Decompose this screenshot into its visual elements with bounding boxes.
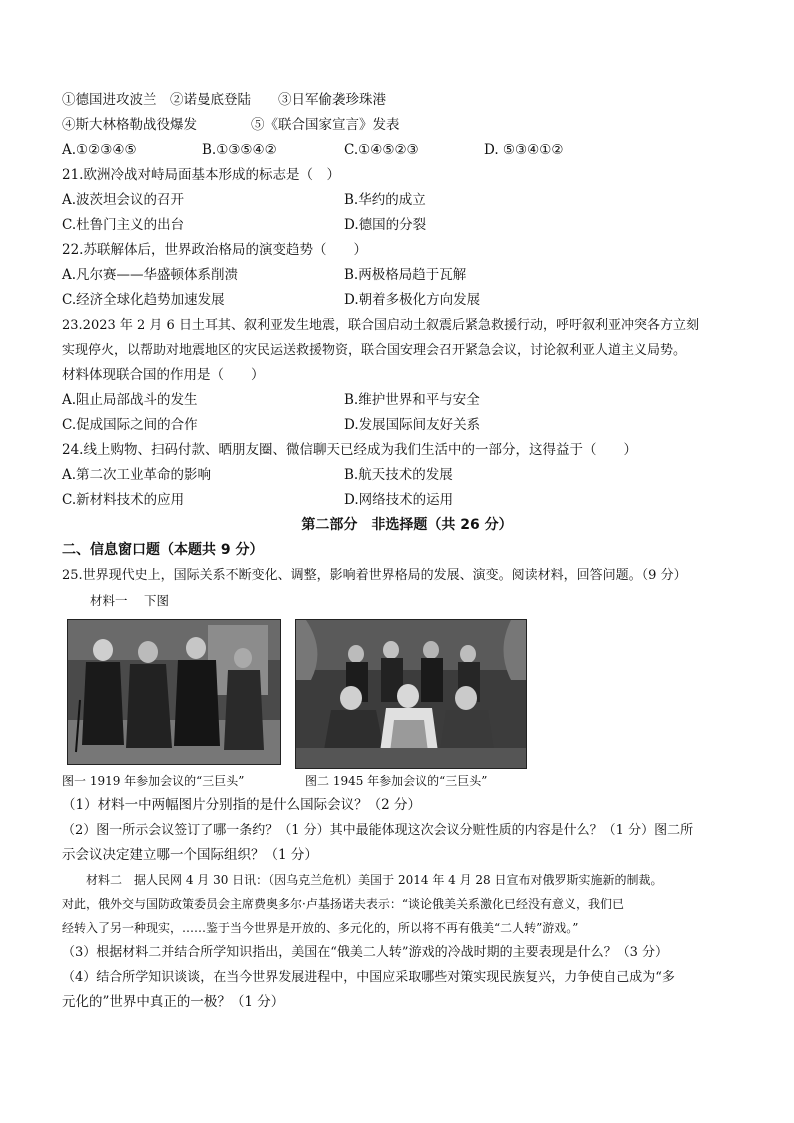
q25-sub4-line2: 元化的”世界中真正的一极？（1 分） — [62, 994, 285, 1010]
exam-page — [62, 88, 752, 1015]
q21-options-row2 — [62, 213, 752, 238]
q25-material1-label: 材料一 下图 — [90, 593, 169, 608]
q24-option-a: A.第二次工业革命的影响 — [62, 467, 212, 483]
q20-options — [62, 138, 752, 163]
q24-option-c: C.新材料技术的应用 — [62, 492, 185, 508]
q23-stem-line3: 材料体现联合国的作用是（ ） — [62, 367, 265, 383]
section2-title: 二、信息窗口题（本题共 9 分） — [62, 542, 264, 558]
q25-sub1: （1）材料一中两幅图片分别指的是什么国际会议？（2 分） — [62, 797, 421, 813]
q25-material2-line1: 材料二 据人民网 4 月 30 日讯：（因乌克兰危机）美国于 2014 年 4 月 28 日宣布对俄罗斯实施新的制裁。 — [62, 873, 663, 887]
q21-option-a: A.波茨坦会议的召开 — [62, 192, 185, 208]
q25-sub4-line1: （4）结合所学知识谈谈，在当今世界发展进程中，中国应采取哪些对策实现民族复兴，力争使自己成为“多 — [62, 970, 675, 985]
q24-options-row1 — [62, 463, 752, 488]
q24-options-row2 — [62, 488, 752, 513]
photo-1919-image — [68, 620, 280, 764]
part2-title: 第二部分 非选择题（共 26 分） — [301, 517, 513, 533]
caption-figure-1: 图一 1919 年参加会议的“三巨头” — [62, 774, 245, 788]
q21-option-b: B.华约的成立 — [344, 192, 426, 208]
q22-options-row2 — [62, 288, 752, 313]
q25-material2-line3: 经转入了另一种现实，……鉴于当今世界是开放的、多元化的，所以将不再有俄美“二人转”游戏。” — [62, 921, 579, 935]
q23-options-row2 — [62, 413, 752, 438]
photo-1919-big-three — [67, 619, 281, 765]
q20-items-line1: ①德国进攻波兰 ②诺曼底登陆 ③日军偷袭珍珠港 — [62, 92, 386, 108]
q23-option-d: D.发展国际间友好关系 — [344, 417, 481, 433]
q21-options-row1 — [62, 188, 752, 213]
q22-options-row1 — [62, 263, 752, 288]
q20-option-b: B.①③⑤④② — [202, 142, 277, 158]
q25-material2-line2: 对此，俄外交与国防政策委员会主席费奥多尔·卢基扬诺夫表示：“谈论俄美关系激化已经没有意义，我们已 — [62, 897, 624, 911]
q21-option-d: D.德国的分裂 — [344, 217, 427, 233]
caption-figure-2: 图二 1945 年参加会议的“三巨头” — [305, 774, 488, 788]
q21-stem: 21.欧洲冷战对峙局面基本形成的标志是（ ） — [62, 167, 340, 183]
q20-option-c: C.①④⑤②③ — [344, 142, 419, 158]
q22-option-d: D.朝着多极化方向发展 — [344, 292, 481, 308]
q20-items-line2: ④斯大林格勒战役爆发 ⑤《联合国家宣言》发表 — [62, 117, 400, 133]
q20-option-a: A.①②③④⑤ — [62, 142, 137, 158]
q24-option-b: B.航天技术的发展 — [344, 467, 453, 483]
q25-captions — [62, 769, 752, 793]
photo-1945-big-three — [295, 619, 527, 769]
q22-option-c: C.经济全球化趋势加速发展 — [62, 292, 225, 308]
q25-sub3: （3）根据材料二并结合所学知识指出，美国在“俄美二人转”游戏的冷战时期的主要表现是什么？（3 分） — [62, 945, 668, 960]
q22-option-a: A.凡尔赛——华盛顿体系削溃 — [62, 267, 239, 283]
q23-option-b: B.维护世界和平与安全 — [344, 392, 480, 408]
q21-option-c: C.杜鲁门主义的出台 — [62, 217, 185, 233]
q25-photos — [62, 619, 752, 769]
q23-option-c: C.促成国际之间的合作 — [62, 417, 198, 433]
q23-stem-line1: 23.2023 年 2 月 6 日土耳其、叙利亚发生地震，联合国启动土叙震后紧急救援行动，呼吁叙利亚冲突各方立刻 — [62, 318, 699, 333]
q22-option-b: B.两极格局趋于瓦解 — [344, 267, 467, 283]
q22-stem: 22.苏联解体后，世界政治格局的演变趋势（ ） — [62, 242, 367, 258]
q25-sub2-line2: 示会议决定建立哪一个国际组织？（1 分） — [62, 847, 318, 863]
q23-option-a: A.阻止局部战斗的发生 — [62, 392, 198, 408]
q25-stem: 25.世界现代史上，国际关系不断变化、调整，影响着世界格局的发展、演变。阅读材料，回答问题。（9 分） — [62, 568, 687, 583]
q23-options-row1 — [62, 388, 752, 413]
q23-stem-line2: 实现停火，以帮助对地震地区的灾民运送救援物资，联合国安理会召开紧急会议，讨论叙利亚人道主义局势。 — [62, 343, 687, 358]
q20-option-d: D. ⑤③④①② — [484, 142, 564, 158]
photo-1945-image — [296, 620, 526, 768]
q24-option-d: D.网络技术的运用 — [344, 492, 454, 508]
q25-sub2-line1: （2）图一所示会议签订了哪一条约？（1 分）其中最能体现这次会议分赃性质的内容是什么？（1 分）图二所 — [62, 823, 694, 838]
q24-stem: 24.线上购物、扫码付款、晒朋友圈、微信聊天已经成为我们生活中的一部分，这得益于（ ） — [62, 442, 637, 458]
